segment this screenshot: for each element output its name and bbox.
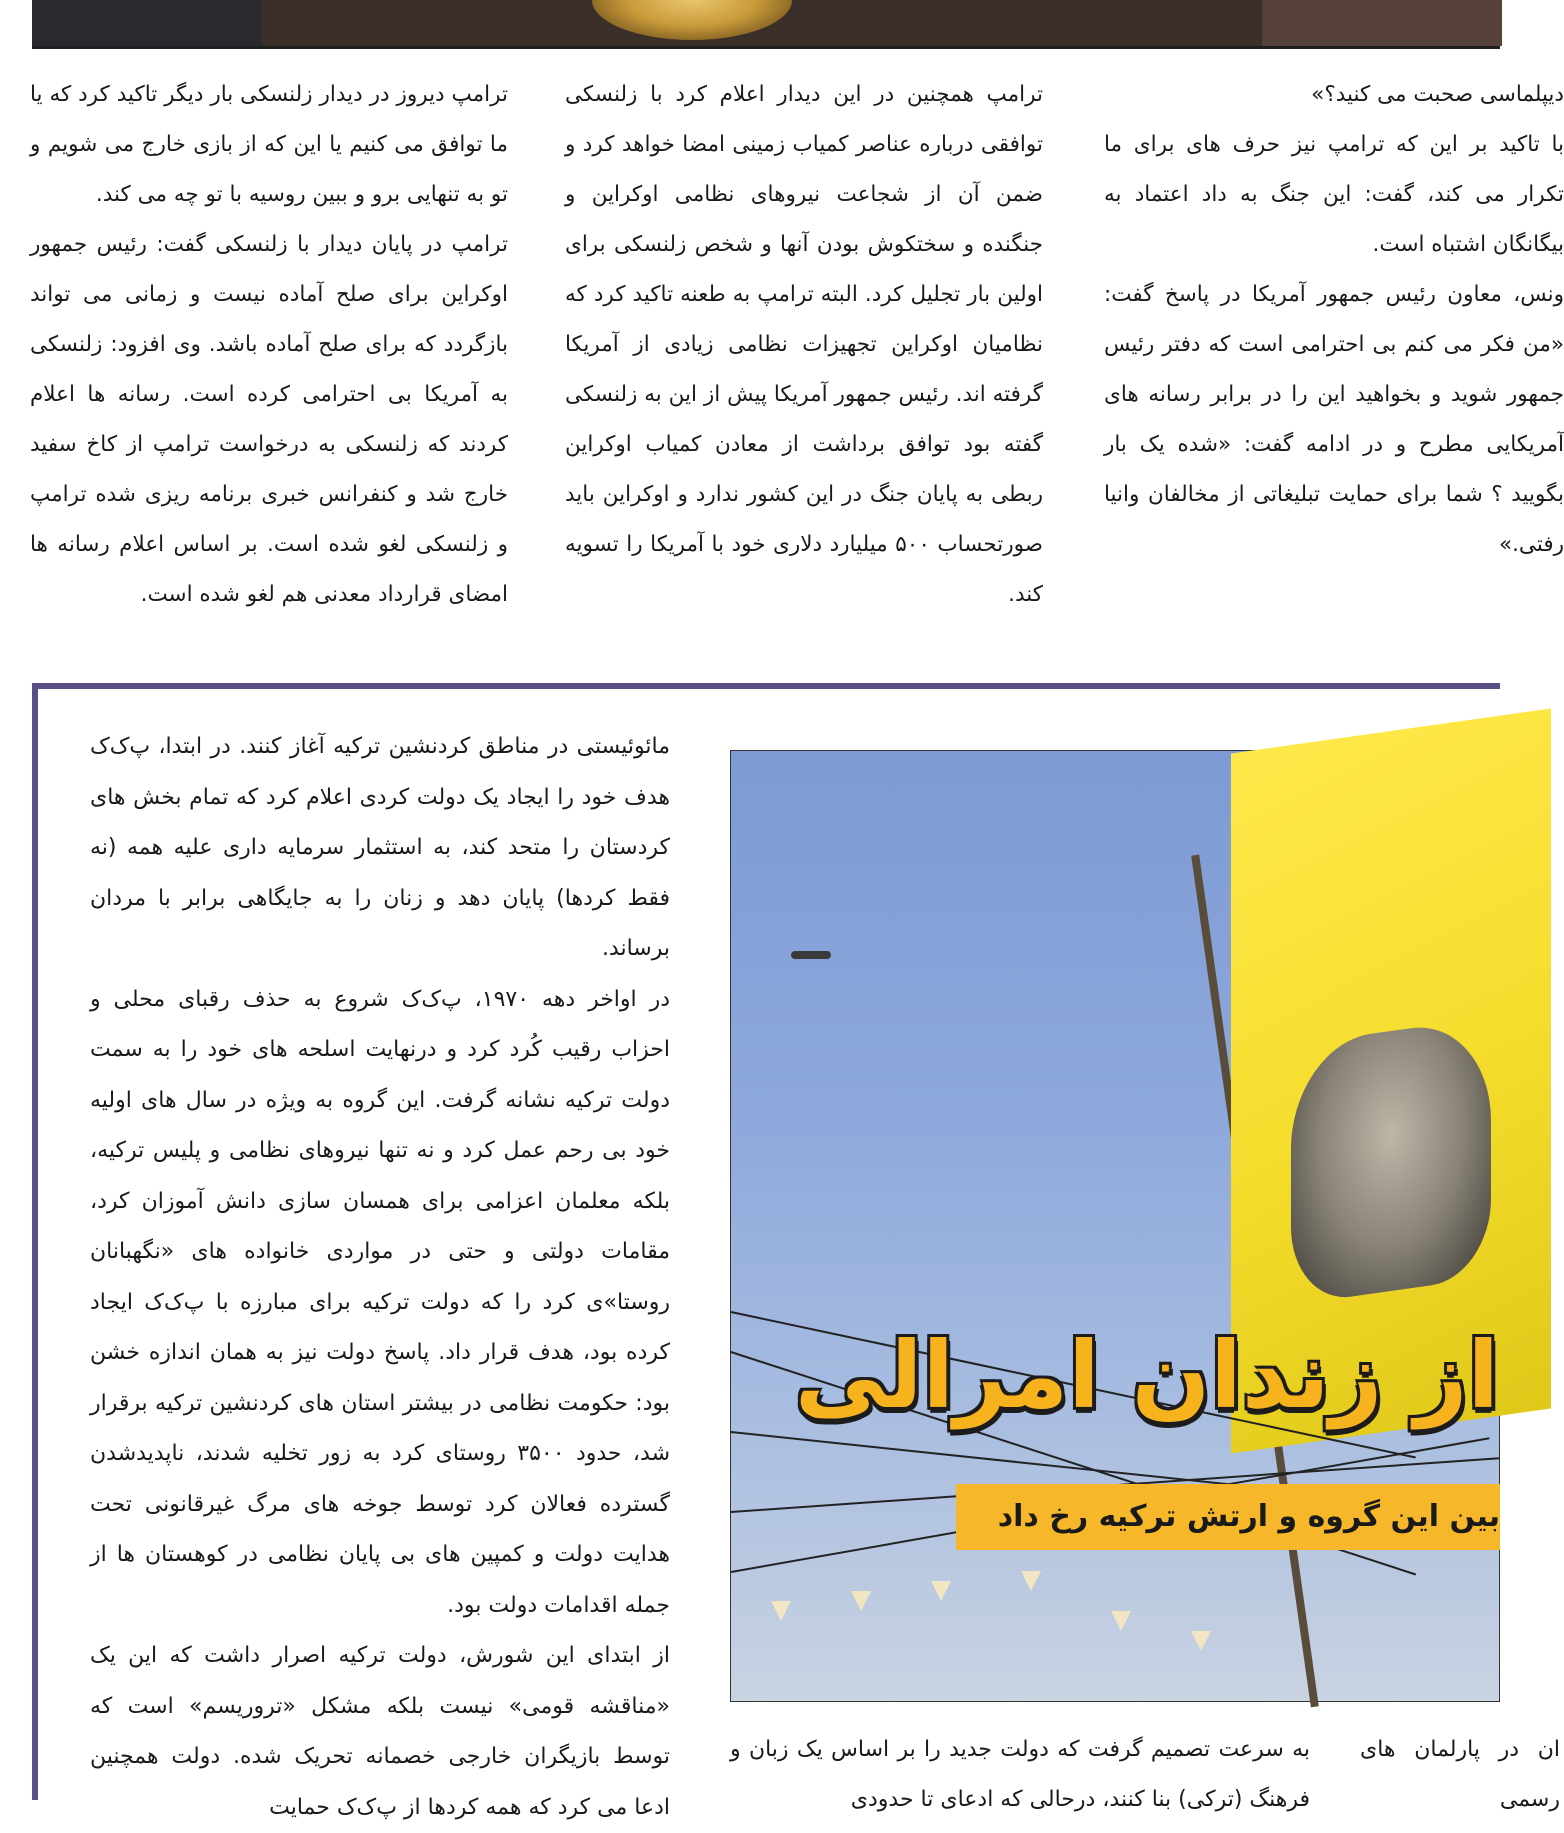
caption-column-right	[1360, 1725, 1560, 1812]
top-photo-strip	[32, 0, 1500, 49]
photo-headline: از زندان امرالی	[794, 1322, 1499, 1429]
paragraph: از ابتدای این شورش، دولت ترکیه اصرار داشت که این یک «مناقشه قومی» نیست بلکه مشکل «تروریسم» است که توسط بازیگران خارجی خصمانه تحریک شده. دولت همچنین ادعا می کرد که همه کردها از پ‌ک‌ک حمایت	[90, 1643, 670, 1820]
top-article-column-right	[1104, 70, 1564, 630]
paragraph: با تاکید بر این که ترامپ نیز حرف های برای ما تکرار می کند، گفت: این جنگ به داد اعتماد به بیگانگان اشتباه است.	[1104, 132, 1564, 257]
photo-figure-left	[32, 0, 262, 46]
paragraph: مائوئیستی در مناطق کردنشین ترکیه آغاز کنند. در ابتدا، پ‌ک‌ک هدف خود را ایجاد یک دولت کردی اعلام کرد که تمام بخش های کردستان را متحد کند، به استثمار سرمایه داری علیه همه (نه فقط کردها) پایان دهد و زنان را به جایگاهی برابر با مردان برساند.	[90, 734, 670, 961]
photo-subhead: بین این گروه و ارتش ترکیه رخ داد	[956, 1484, 1500, 1550]
bunting-flag	[1111, 1611, 1131, 1631]
bunting-flag	[1021, 1571, 1041, 1591]
paragraph: ونس، معاون رئیس جمهور آمریکا در پاسخ گفت: «من فکر می کنم بی احترامی است که دفتر رئیس جمهور شوید و بخواهید این را در برابر رسانه های آمریکایی مطرح و در ادامه گفت: «شده یک بار بگویید ؟ شما برای حمایت تبلیغاتی از مخالفان وانیا رفتی.»	[1104, 282, 1564, 557]
helicopter	[791, 951, 831, 959]
paragraph: به سرعت تصمیم گرفت که دولت جدید را بر اساس یک زبان و فرهنگ (ترکی) بنا کنند، درحالی که ادعای تا حدودی	[730, 1737, 1310, 1812]
paragraph: ترامپ همچنین در این دیدار اعلام کرد با زلنسکی توافقی درباره عناصر کمیاب زمینی امضا خواهد کرد و ضمن آن از شجاعت نیروهای نظامی اوکراین و جنگنده و سختکوش بودن آنها و شخص زلنسکی برای اولین بار تجلیل کرد. البته ترامپ به طعنه تاکید کرد که نظامیان اوکراین تجهیزات نظامی زیادی از آمریکا گرفته اند. رئیس جمهور آمریکا پیش از این به زلنسکی گفته بود توافق برداشت از معادن کمیاب اوکراین ربطی به پایان جنگ در این کشور ندارد و اوکراین باید صورتحساب ۵۰۰ میلیارد دلاری خود با آمریکا را تسویه کند.	[565, 82, 1043, 607]
photo-figure-right	[1262, 0, 1502, 46]
feature-article-column	[90, 722, 670, 1820]
feature-photo	[730, 750, 1500, 1702]
seal-emblem-icon	[592, 0, 792, 40]
bunting-flag	[1191, 1631, 1211, 1651]
paragraph: ان در پارلمان های رسمی	[1360, 1737, 1560, 1812]
paragraph: ترامپ در پایان دیدار با زلنسکی گفت: رئیس جمهور اوکراین برای صلح آماده نیست و زمانی می تواند بازگردد که برای صلح آماده باشد. وی افزود: زلنسکی به آمریکا بی احترامی کرده است. رسانه ها اعلام کردند که زلنسکی به درخواست ترامپ از کاخ سفید خارج شد و کنفرانس خبری برنامه ریزی شده ترامپ و زلنسکی لغو شده است. بر اساس اعلام رسانه ها امضای قرارداد معدنی هم لغو شده است.	[30, 232, 508, 607]
paragraph: ترامپ دیروز در دیدار زلنسکی بار دیگر تاکید کرد که یا ما توافق می کنیم یا این که از بازی خارج می شویم و تو به تنهایی برو و ببین روسیه با تو چه می کند.	[30, 82, 508, 207]
bunting-flag	[851, 1591, 871, 1611]
top-article-column-middle	[565, 70, 1043, 630]
bunting-flag	[931, 1581, 951, 1601]
paragraph: دیپلماسی صحبت می کنید؟»	[1311, 82, 1564, 107]
portrait-on-flag	[1291, 1017, 1491, 1305]
top-article-column-left	[30, 70, 508, 630]
caption-column-middle	[730, 1725, 1310, 1812]
paragraph: در اواخر دهه ۱۹۷۰، پ‌ک‌ک شروع به حذف رقبای محلی و احزاب رقیب کُرد کرد و درنهایت اسلحه های خود را به سمت دولت ترکیه نشانه گرفت. این گروه به ویژه در سال های اولیه خود بی رحم عمل کرد و نه تنها نیروهای نظامی و پلیس ترکیه، بلکه معلمان اعزامی برای همسان سازی دانش آموزان کرد، مقامات دولتی و حتی در مواردی خانواده های «نگهبانان روستا»ی کرد را که دولت ترکیه برای مبارزه با پ‌ک‌ک ایجاد کرده بود، هدف قرار داد. پاسخ دولت نیز به همان اندازه خشن بود: حکومت نظامی در بیشتر استان های کردنشین ترکیه برقرار شد، حدود ۳۵۰۰ روستای کرد به زور تخلیه شدند، ناپدیدشدن گسترده فعالان کرد توسط جوخه های مرگ غیرقانونی تحت هدایت دولت و کمپین های بی پایان نظامی در کوهستان ها از جمله اقدامات دولت بود.	[90, 986, 670, 1618]
bunting-flag	[771, 1601, 791, 1621]
